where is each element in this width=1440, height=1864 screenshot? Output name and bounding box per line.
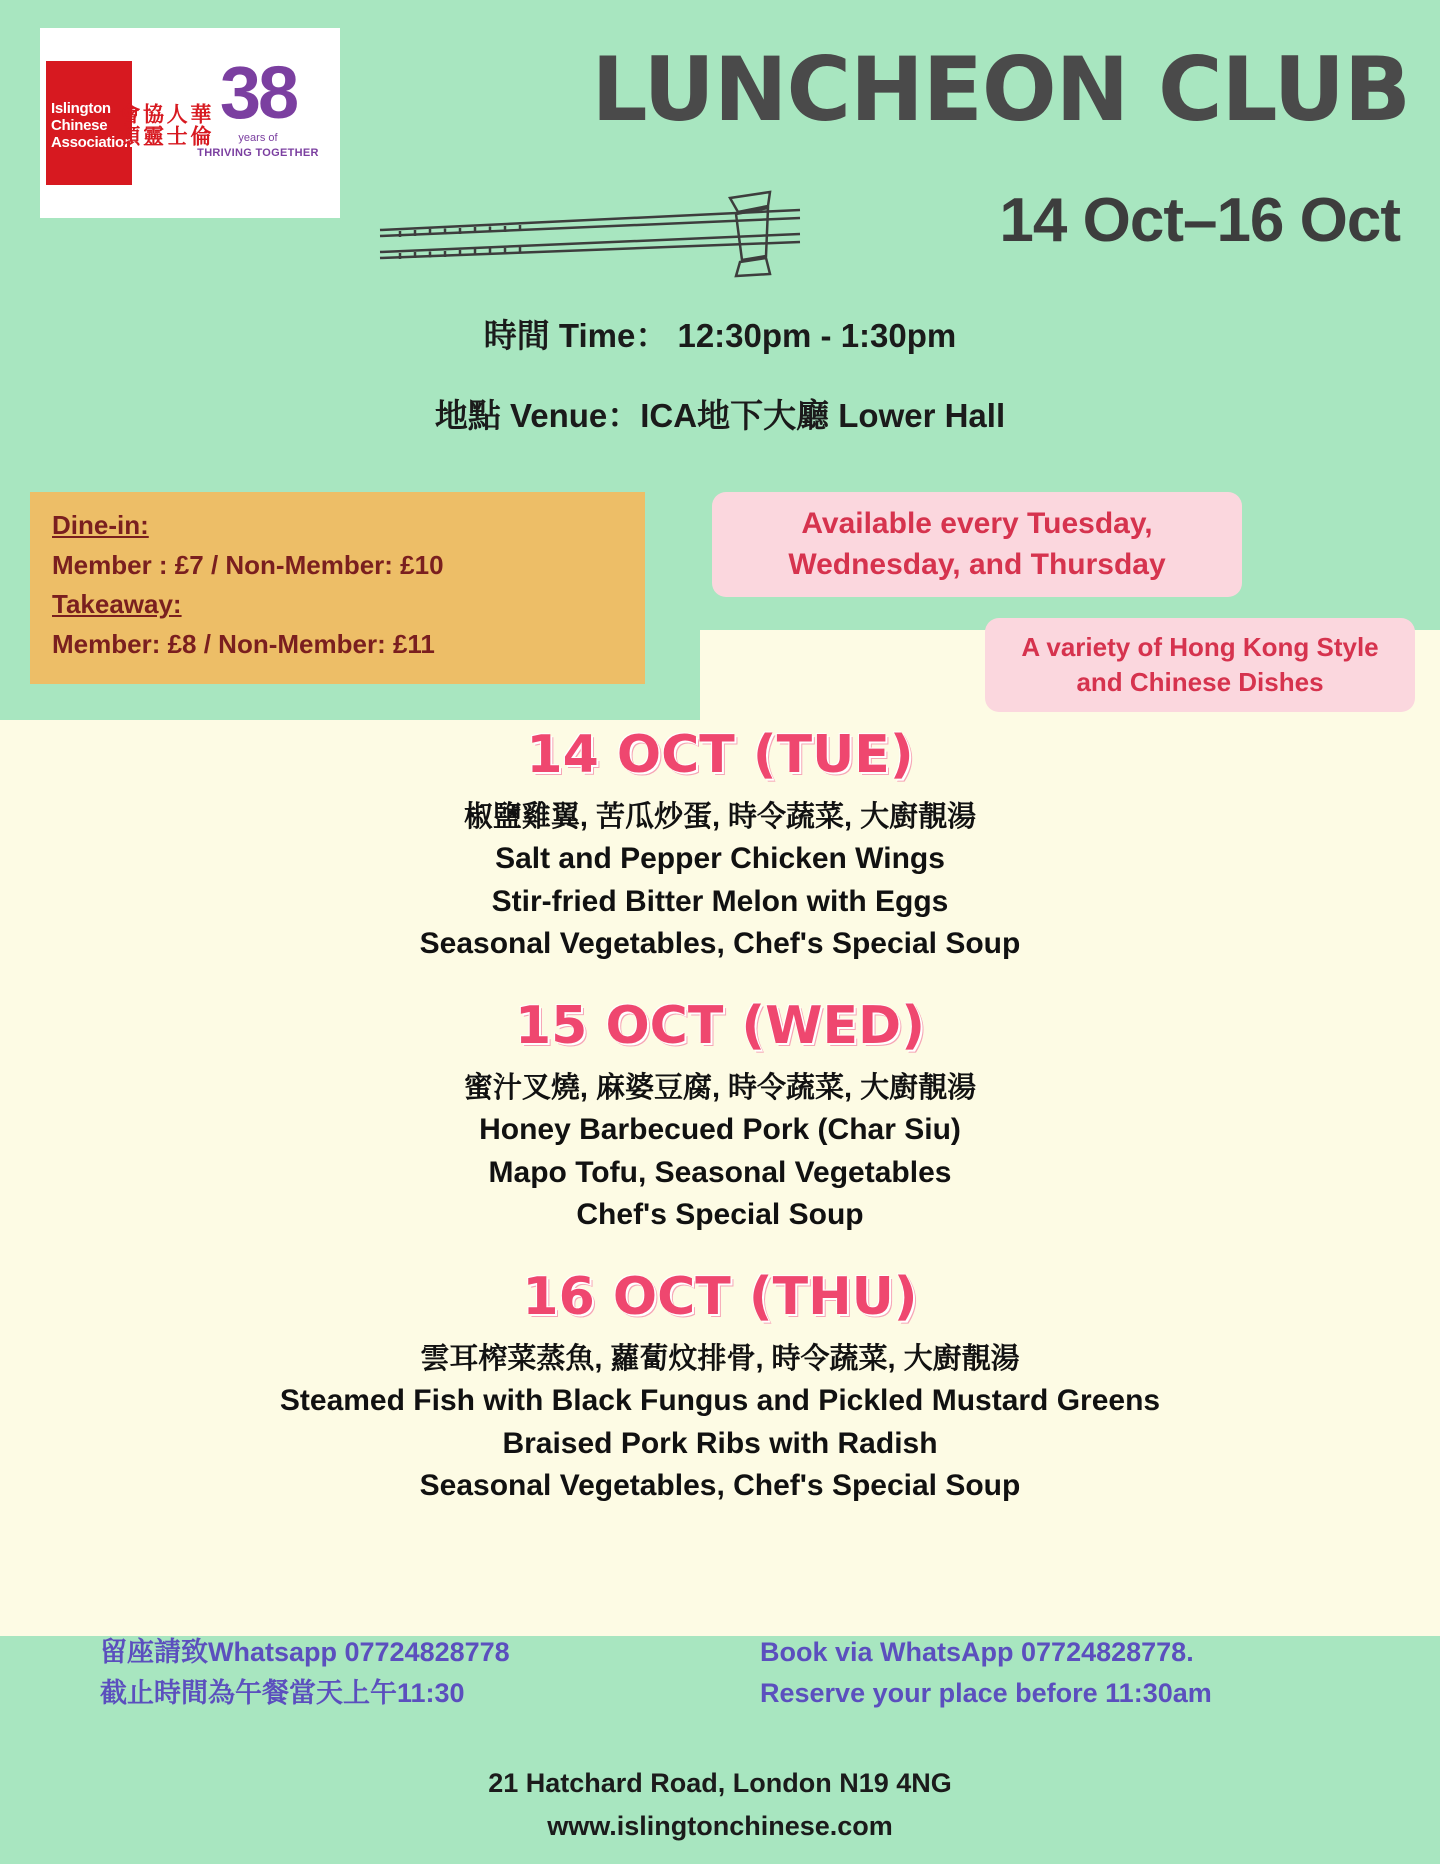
logo-org-name: Islington Chinese Association bbox=[46, 61, 132, 185]
booking-cn-line-1: 留座請致Whatsapp 07724828778 bbox=[100, 1637, 510, 1667]
variety-callout: A variety of Hong Kong Style and Chinese Dishes bbox=[985, 618, 1415, 712]
day-menu-en: Braised Pork Ribs with Radish bbox=[502, 1426, 938, 1460]
day-block bbox=[0, 996, 1440, 1237]
footer bbox=[0, 1762, 1440, 1848]
dine-in-label: Dine-in: bbox=[52, 510, 149, 540]
anniversary-label: years of bbox=[238, 132, 278, 144]
dine-in-value: Member : £7 / Non-Member: £10 bbox=[52, 549, 444, 580]
pricing-box bbox=[30, 492, 645, 684]
day-menu-en: Salt and Pepper Chicken Wings bbox=[495, 842, 945, 876]
day-menu-en: Chef's Special Soup bbox=[576, 1198, 864, 1232]
footer-address: 21 Hatchard Road, London N19 4NG bbox=[488, 1768, 952, 1798]
ica-logo bbox=[40, 28, 340, 218]
day-menu-cn: 雲耳榨菜蒸魚, 蘿蔔炆排骨, 時令蔬菜, 大廚靚湯 bbox=[420, 1342, 1020, 1375]
takeaway-label: Takeaway: bbox=[52, 589, 182, 620]
booking-en-line-2: Reserve your place before 11:30am bbox=[760, 1677, 1212, 1708]
logo-chinese-col-1: 華倫 bbox=[187, 103, 211, 147]
time-line: 時間 Time： 12:30pm - 1:30pm bbox=[483, 317, 957, 354]
logo-chinese-col-2: 人士 bbox=[164, 103, 188, 147]
chopsticks-icon bbox=[370, 190, 870, 285]
booking-chinese bbox=[100, 1632, 510, 1713]
day-menu-en: Mapo Tofu, Seasonal Vegetables bbox=[488, 1155, 952, 1189]
day-menu-en: Seasonal Vegetables, Chef's Special Soup bbox=[419, 927, 1021, 961]
menu-days bbox=[0, 725, 1440, 1538]
day-title: 16 OCT (THU) bbox=[522, 1266, 918, 1327]
takeaway-value: Member: £8 / Non-Member: £11 bbox=[52, 628, 435, 659]
day-title: 15 OCT (WED) bbox=[515, 995, 925, 1056]
day-menu-en: Stir-fried Bitter Melon with Eggs bbox=[491, 884, 949, 918]
logo-chinese-col-4: 會頓 bbox=[116, 103, 140, 147]
page-title: LUNCHEON CLUB bbox=[591, 38, 1410, 141]
anniversary-number: 38 bbox=[219, 51, 297, 134]
availability-callout: Available every Tuesday, Wednesday, and Thursday bbox=[712, 492, 1242, 597]
booking-english bbox=[760, 1632, 1212, 1713]
logo-chinese-col-3: 協靈 bbox=[140, 103, 164, 147]
day-menu-en: Honey Barbecued Pork (Char Siu) bbox=[479, 1113, 961, 1147]
day-menu-en: Steamed Fish with Black Fungus and Pickled Mustard Greens bbox=[279, 1384, 1161, 1418]
day-block bbox=[0, 725, 1440, 966]
venue-line: 地點 Venue：ICA地下大廳 Lower Hall bbox=[434, 397, 1006, 434]
day-title: 14 OCT (TUE) bbox=[526, 725, 914, 785]
anniversary-badge bbox=[194, 48, 322, 198]
day-menu-cn: 椒鹽雞翼, 苦瓜炒蛋, 時令蔬菜, 大廚靚湯 bbox=[463, 801, 977, 833]
logo-chinese-name bbox=[116, 61, 211, 185]
anniversary-tagline: THRIVING TOGETHER bbox=[197, 147, 319, 159]
day-menu-en: Seasonal Vegetables, Chef's Special Soup bbox=[419, 1469, 1021, 1503]
day-menu-cn: 蜜汁叉燒, 麻婆豆腐, 時令蔬菜, 大廚靚湯 bbox=[463, 1071, 977, 1104]
footer-website[interactable]: www.islingtonchinese.com bbox=[547, 1811, 893, 1842]
booking-en-line-1: Book via WhatsApp 07724828778. bbox=[760, 1637, 1194, 1667]
date-range: 14 Oct–16 Oct bbox=[999, 186, 1400, 255]
booking-cn-line-2: 截止時間為午餐當天上午11:30 bbox=[100, 1677, 465, 1708]
day-block bbox=[0, 1267, 1440, 1508]
